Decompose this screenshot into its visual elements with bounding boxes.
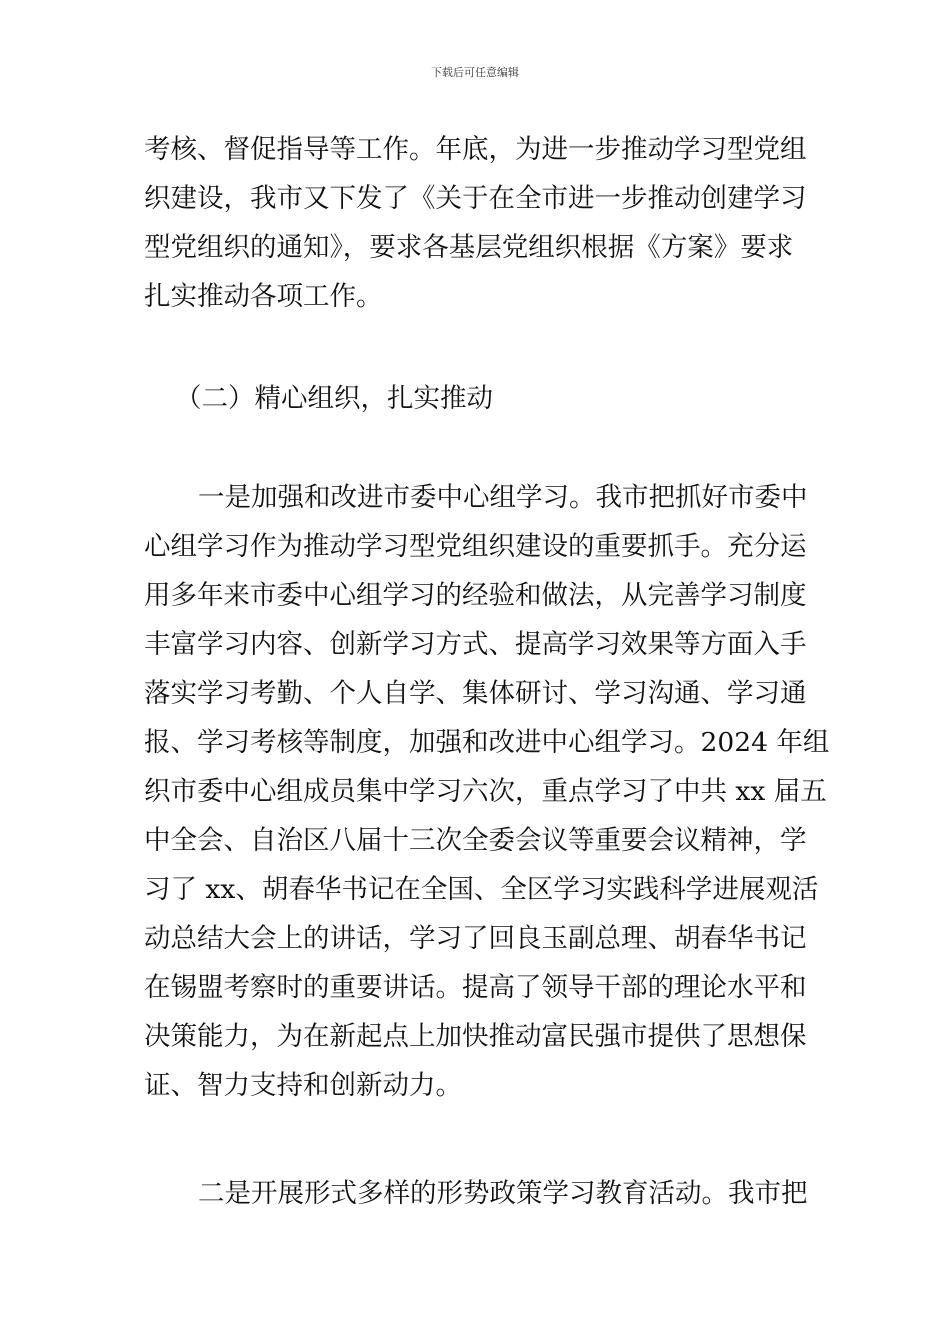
paragraph-line: 动总结大会上的讲话，学习了回良玉副总理、胡春华书记	[144, 923, 807, 954]
paragraph-line: 织市委中心组成员集中学习六次，重点学习了中共 xx 届五	[144, 776, 827, 807]
paragraph-line: 报、学习考核等制度，加强和改进中心组学习。2024 年组	[144, 727, 830, 758]
paragraph-line: 考核、督促指导等工作。年底，为进一步推动学习型党组	[144, 134, 807, 165]
paragraph-first-line: 一是加强和改进市委中心组学习。我市把抓好市委中	[198, 482, 808, 513]
paragraph-line: 扎实推动各项工作。	[144, 281, 383, 312]
paragraph-line: 心组学习作为推动学习型党组织建设的重要抓手。充分运	[144, 531, 807, 562]
paragraph-line: 在锡盟考察时的重要讲话。提高了领导干部的理论水平和	[144, 972, 807, 1003]
paragraph-line: 落实学习考勤、个人自学、集体研讨、学习沟通、学习通	[144, 678, 807, 709]
paragraph-line: 织建设，我市又下发了《关于在全市进一步推动创建学习	[144, 183, 807, 214]
paragraph-line: 用多年来市委中心组学习的经验和做法，从完善学习制度	[144, 580, 807, 611]
section-heading: （二）精心组织，扎实推动	[175, 383, 493, 414]
paragraph-line: 型党组织的通知》，要求各基层党组织根据《方案》要求	[144, 232, 794, 263]
paragraph-line: 证、智力支持和创新动力。	[144, 1070, 462, 1101]
paragraph-line: 决策能力，为在新起点上加快推动富民强市提供了思想保	[144, 1021, 807, 1052]
page-header-note: 下载后可任意编辑	[431, 66, 519, 79]
paragraph-line: 丰富学习内容、创新学习方式、提高学习效果等方面入手	[144, 629, 807, 660]
paragraph-line: 习了 xx、胡春华书记在全国、全区学习实践科学进展观活	[144, 874, 819, 905]
paragraph-first-line: 二是开展形式多样的形势政策学习教育活动。我市把	[198, 1178, 808, 1209]
paragraph-line: 中全会、自治区八届十三次全委会议等重要会议精神，学	[144, 825, 807, 856]
